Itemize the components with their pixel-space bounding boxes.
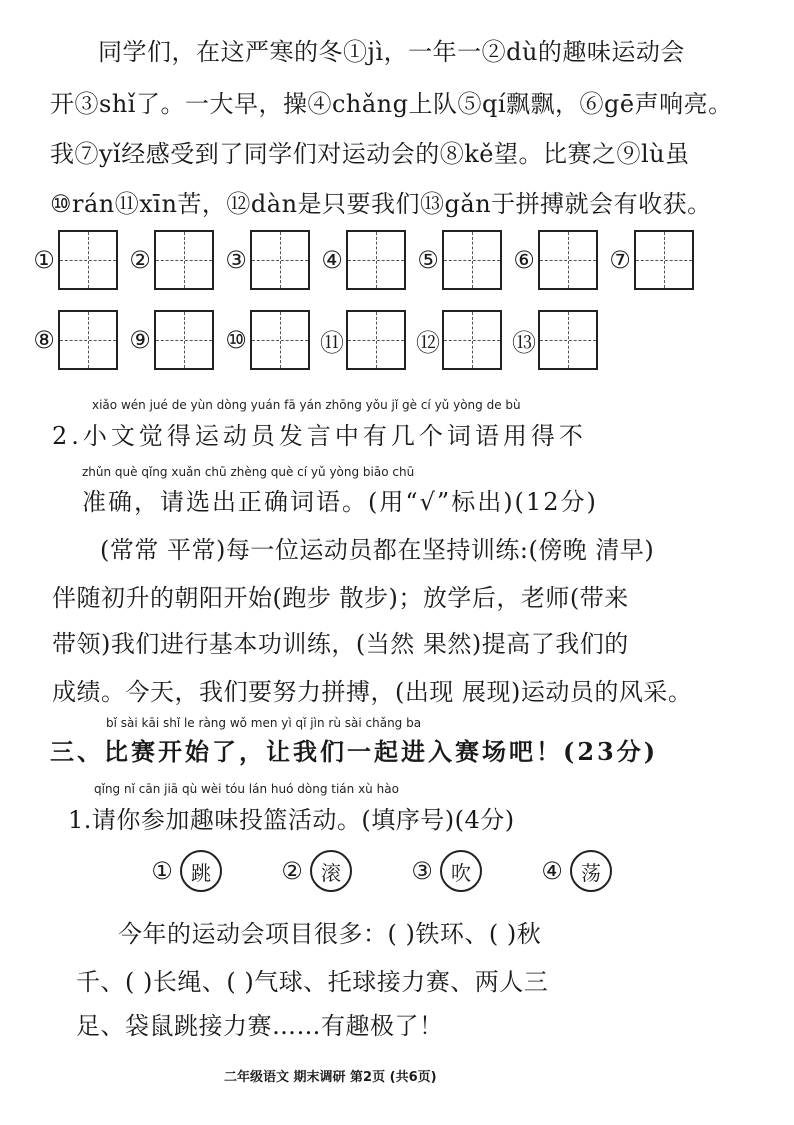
passage-line-1: 同学们，在这严寒的冬①jì，一年一②dù的趣味运动会 [98, 38, 685, 66]
s3-title: 三、比赛开始了，让我们一起进入赛场吧！(23分) [50, 737, 659, 766]
tian-zi-ge-box[interactable] [154, 230, 214, 290]
q2-line-1: 2.小文觉得运动员发言中有几个词语用得不 [52, 422, 587, 450]
grid-number: ⑬ [512, 328, 536, 357]
tian-zi-ge-box[interactable] [442, 230, 502, 290]
basketball-option [278, 850, 352, 892]
q2-pinyin-2: zhǔn què qǐng xuǎn chū zhèng què cí yǔ yòng biāo chū [82, 465, 415, 479]
grid-number: ② [129, 246, 151, 274]
q3-1-pinyin: qǐng nǐ cān jiā qù wèi tóu lán huó dòng tián xù hào [94, 782, 399, 796]
basketball-icon: 荡 [570, 850, 612, 892]
basketball-icon: 吹 [440, 850, 482, 892]
passage-line-4: ⑩rán⑪xīn苦，⑫dàn是只要我们⑬gǎn于拼搏就会有收获。 [50, 190, 712, 218]
tian-zi-ge-box[interactable] [250, 310, 310, 370]
passage-line-2: 开③shǐ了。一大早，操④chǎng上队⑤qí飘飘，⑥gē声响亮。 [50, 90, 733, 118]
grid-number: ④ [321, 246, 343, 274]
grid-number: ⑥ [513, 246, 535, 274]
tian-zi-ge-box[interactable] [346, 310, 406, 370]
basketball-option [538, 850, 612, 892]
q3-1-text-1: 今年的运动会项目很多：( )铁环、( )秋 [118, 920, 542, 948]
basketball-option [148, 850, 222, 892]
answer-grid-row-1 [30, 230, 702, 290]
grid-number: ① [33, 246, 55, 274]
grid-number: ⑫ [416, 328, 440, 357]
tian-zi-ge-box[interactable] [346, 230, 406, 290]
grid-number: ⑧ [33, 326, 55, 354]
tian-zi-ge-box[interactable] [442, 310, 502, 370]
basketball-icon: 跳 [180, 850, 222, 892]
answer-grid-row-2 [30, 310, 606, 370]
option-number: ② [281, 857, 303, 885]
passage-line-3: 我⑦yǐ经感受到了同学们对运动会的⑧kě望。比赛之⑨lù虽 [50, 140, 690, 168]
q3-1-text-2: 千、( )长绳、( )气球、托球接力赛、两人三 [76, 968, 549, 996]
grid-number: ⑤ [417, 246, 439, 274]
basketball-row [148, 850, 668, 892]
grid-number: ③ [225, 246, 247, 274]
q2-text-1: (常常 平常)每一位运动员都在坚持训练:(傍晚 清早) [100, 536, 655, 564]
q2-text-2: 伴随初升的朝阳开始(跑步 散步)；放学后，老师(带来 [52, 584, 629, 612]
q2-line-2: 准确，请选出正确词语。(用“√”标出)(12分) [82, 488, 598, 516]
q2-pinyin-1: xiǎo wén jué de yùn dòng yuán fā yán zhōng yǒu jǐ gè cí yǔ yòng de bù [92, 398, 521, 412]
tian-zi-ge-box[interactable] [538, 310, 598, 370]
grid-number: ⑨ [129, 326, 151, 354]
grid-number: ⑩ [225, 326, 247, 354]
tian-zi-ge-box[interactable] [58, 310, 118, 370]
s3-pinyin: bǐ sài kāi shǐ le ràng wǒ men yì qǐ jìn rù sài chǎng ba [106, 716, 422, 730]
tian-zi-ge-box[interactable] [154, 310, 214, 370]
q2-text-3: 带领)我们进行基本功训练，(当然 果然)提高了我们的 [52, 630, 629, 658]
grid-number: ⑪ [320, 328, 344, 357]
page-footer: 二年级语文 期末调研 第2页 (共6页) [224, 1070, 437, 1085]
tian-zi-ge-box[interactable] [58, 230, 118, 290]
grid-number: ⑦ [609, 246, 631, 274]
tian-zi-ge-box[interactable] [250, 230, 310, 290]
option-number: ④ [541, 857, 563, 885]
basketball-icon: 滚 [310, 850, 352, 892]
basketball-option [408, 850, 482, 892]
q2-text-4: 成绩。今天，我们要努力拼搏，(出现 展现)运动员的风采。 [52, 678, 693, 706]
q3-1-text-3: 足、袋鼠跳接力赛……有趣极了！ [76, 1012, 444, 1040]
tian-zi-ge-box[interactable] [538, 230, 598, 290]
tian-zi-ge-box[interactable] [634, 230, 694, 290]
option-number: ① [151, 857, 173, 885]
option-number: ③ [411, 857, 433, 885]
q3-1-title: 1.请你参加趣味投篮活动。(填序号)(4分) [68, 806, 515, 834]
